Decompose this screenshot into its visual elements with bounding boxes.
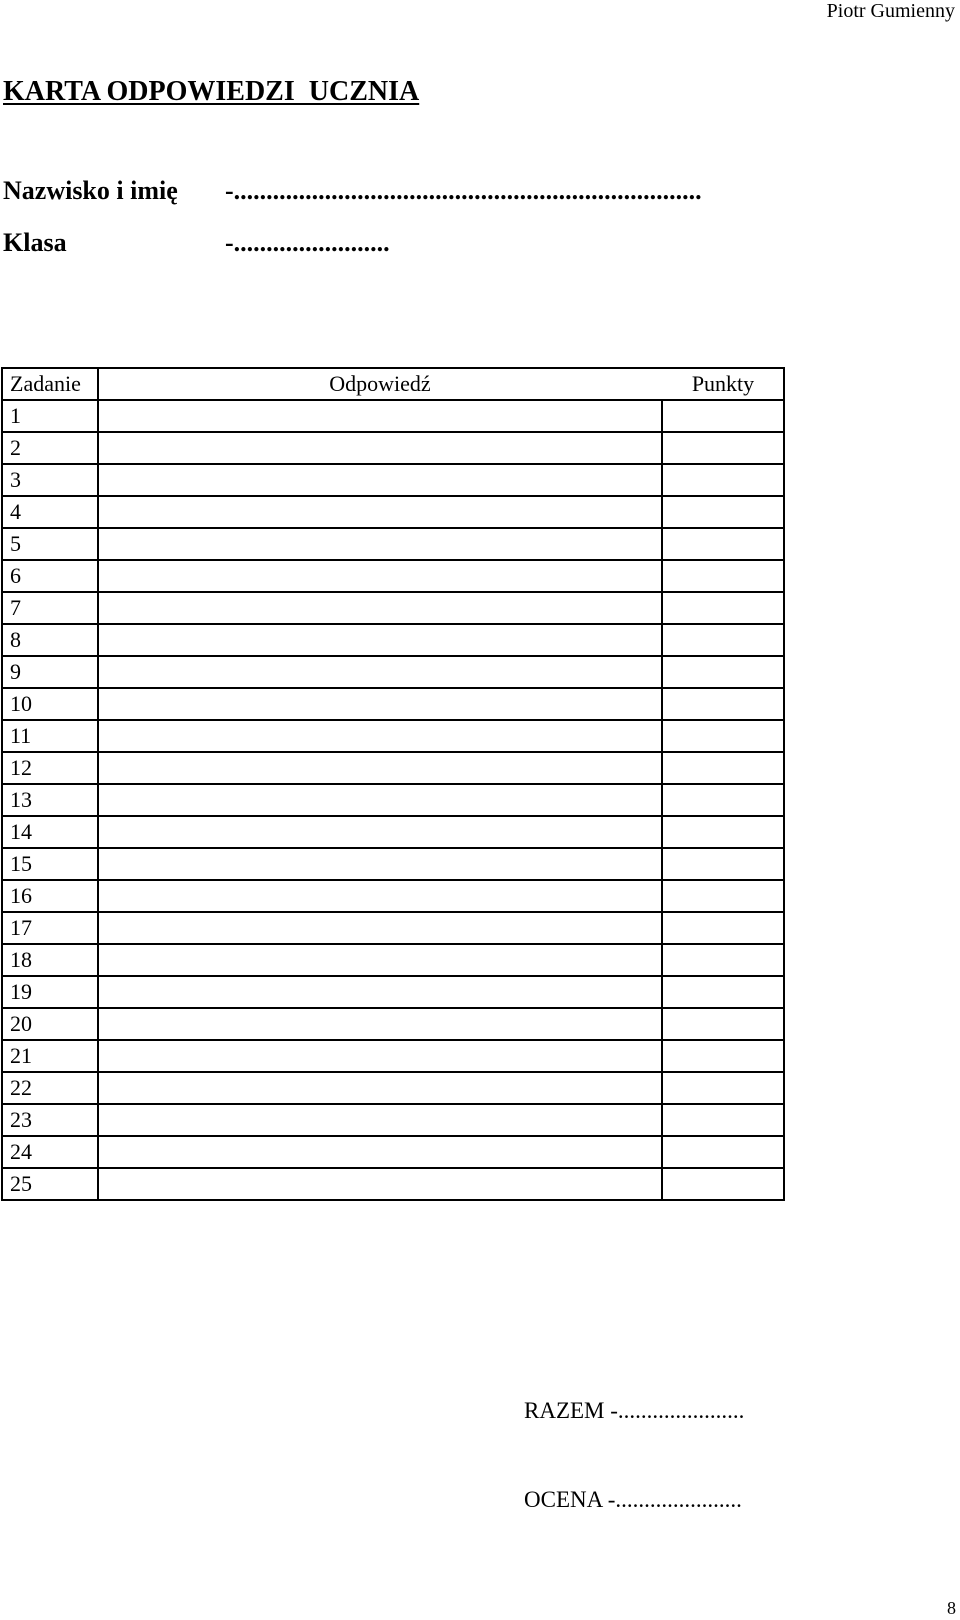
answer-cell[interactable] <box>98 784 662 816</box>
task-number: 18 <box>2 944 98 976</box>
answer-row <box>2 656 784 688</box>
task-number: 20 <box>2 1008 98 1040</box>
task-number: 23 <box>2 1104 98 1136</box>
points-cell[interactable] <box>662 400 784 432</box>
points-cell[interactable] <box>662 816 784 848</box>
answer-cell[interactable] <box>98 400 662 432</box>
answer-cell[interactable] <box>98 496 662 528</box>
answer-cell[interactable] <box>98 816 662 848</box>
answer-cell[interactable] <box>98 1040 662 1072</box>
answer-table <box>1 367 785 1201</box>
answer-cell[interactable] <box>98 752 662 784</box>
header-answer: Odpowiedź <box>98 368 662 400</box>
points-cell[interactable] <box>662 528 784 560</box>
answer-row <box>2 496 784 528</box>
points-cell[interactable] <box>662 720 784 752</box>
answer-cell[interactable] <box>98 1104 662 1136</box>
answer-row <box>2 1040 784 1072</box>
task-number: 13 <box>2 784 98 816</box>
answer-row <box>2 688 784 720</box>
answer-row <box>2 528 784 560</box>
answer-row <box>2 464 784 496</box>
points-cell[interactable] <box>662 848 784 880</box>
name-value: -........................................................................ <box>225 176 702 205</box>
class-field-row <box>3 227 390 259</box>
task-number: 9 <box>2 656 98 688</box>
points-cell[interactable] <box>662 496 784 528</box>
answer-cell[interactable] <box>98 432 662 464</box>
answer-cell[interactable] <box>98 464 662 496</box>
answer-cell[interactable] <box>98 560 662 592</box>
name-label: Nazwisko i imię <box>3 176 178 205</box>
points-cell[interactable] <box>662 944 784 976</box>
task-number: 12 <box>2 752 98 784</box>
task-number: 11 <box>2 720 98 752</box>
task-number: 22 <box>2 1072 98 1104</box>
points-cell[interactable] <box>662 912 784 944</box>
points-cell[interactable] <box>662 592 784 624</box>
task-number: 5 <box>2 528 98 560</box>
answer-row <box>2 720 784 752</box>
answer-cell[interactable] <box>98 944 662 976</box>
points-cell[interactable] <box>662 688 784 720</box>
answer-row <box>2 1008 784 1040</box>
points-cell[interactable] <box>662 656 784 688</box>
points-cell[interactable] <box>662 1168 784 1200</box>
points-cell[interactable] <box>662 976 784 1008</box>
answer-cell[interactable] <box>98 880 662 912</box>
answer-cell[interactable] <box>98 688 662 720</box>
total-points-line: RAZEM -...................... <box>524 1398 745 1423</box>
answer-cell[interactable] <box>98 1136 662 1168</box>
answer-cell[interactable] <box>98 1008 662 1040</box>
answer-cell[interactable] <box>98 912 662 944</box>
task-number: 24 <box>2 1136 98 1168</box>
answer-row <box>2 816 784 848</box>
answer-row <box>2 848 784 880</box>
points-cell[interactable] <box>662 880 784 912</box>
page-number: 8 <box>947 1598 956 1618</box>
task-number: 15 <box>2 848 98 880</box>
task-number: 14 <box>2 816 98 848</box>
points-cell[interactable] <box>662 624 784 656</box>
task-number: 6 <box>2 560 98 592</box>
answer-cell[interactable] <box>98 624 662 656</box>
header-task: Zadanie <box>2 368 98 400</box>
answer-table-header <box>2 368 784 400</box>
answer-cell[interactable] <box>98 1168 662 1200</box>
task-number: 17 <box>2 912 98 944</box>
answer-row <box>2 624 784 656</box>
class-label: Klasa <box>3 228 67 257</box>
answer-row <box>2 912 784 944</box>
answer-row <box>2 560 784 592</box>
answer-row <box>2 944 784 976</box>
answer-cell[interactable] <box>98 976 662 1008</box>
answer-row <box>2 432 784 464</box>
grade-line: OCENA -...................... <box>524 1487 742 1512</box>
answer-cell[interactable] <box>98 1072 662 1104</box>
task-number: 25 <box>2 1168 98 1200</box>
task-number: 2 <box>2 432 98 464</box>
task-number: 4 <box>2 496 98 528</box>
answer-row <box>2 400 784 432</box>
task-number: 10 <box>2 688 98 720</box>
answer-row <box>2 1136 784 1168</box>
answer-row <box>2 1168 784 1200</box>
points-cell[interactable] <box>662 1040 784 1072</box>
answer-row <box>2 1104 784 1136</box>
points-cell[interactable] <box>662 752 784 784</box>
points-cell[interactable] <box>662 1136 784 1168</box>
task-number: 1 <box>2 400 98 432</box>
class-value: -........................ <box>225 228 390 257</box>
task-number: 3 <box>2 464 98 496</box>
points-cell[interactable] <box>662 432 784 464</box>
answer-cell[interactable] <box>98 656 662 688</box>
points-cell[interactable] <box>662 1072 784 1104</box>
task-number: 16 <box>2 880 98 912</box>
answer-row <box>2 880 784 912</box>
answer-row <box>2 752 784 784</box>
points-cell[interactable] <box>662 464 784 496</box>
task-number: 21 <box>2 1040 98 1072</box>
answer-cell[interactable] <box>98 848 662 880</box>
points-cell[interactable] <box>662 784 784 816</box>
answer-cell[interactable] <box>98 528 662 560</box>
points-cell[interactable] <box>662 1008 784 1040</box>
answer-row <box>2 976 784 1008</box>
page-title: KARTA ODPOWIEDZI UCZNIA <box>3 76 420 107</box>
answer-row <box>2 592 784 624</box>
answer-row <box>2 1072 784 1104</box>
task-number: 7 <box>2 592 98 624</box>
task-number: 19 <box>2 976 98 1008</box>
name-field-row <box>3 175 702 207</box>
answer-cell[interactable] <box>98 720 662 752</box>
author-name: Piotr Gumienny <box>826 0 955 22</box>
answer-row <box>2 784 784 816</box>
points-cell[interactable] <box>662 560 784 592</box>
header-points: Punkty <box>662 368 784 400</box>
points-cell[interactable] <box>662 1104 784 1136</box>
task-number: 8 <box>2 624 98 656</box>
answer-cell[interactable] <box>98 592 662 624</box>
